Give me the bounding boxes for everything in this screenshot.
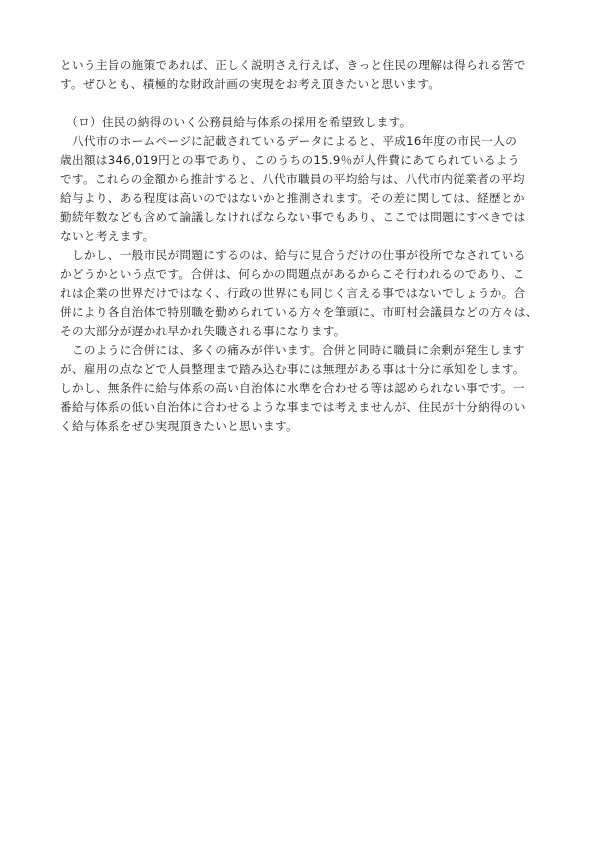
body-text [60, 56, 546, 436]
text-line: ないと考えます。 [60, 229, 155, 243]
text-line: しかし、一般市民が問題にするのは、給与に見合うだけの仕事が役所でなされている [60, 248, 526, 262]
text-line: れは企業の世界だけではなく、行政の世界にも同じく言える事ではないでしょうか。合 [60, 286, 526, 300]
text-line: しかし、無条件に給与体系の高い自治体に水準を合わせる等は認められない事です。一 [60, 381, 525, 395]
text-line: 給与より、ある程度は高いのではないかと推測されます。その差に関しては、経歴とか [60, 191, 525, 205]
text-line: という主旨の施策であれば、正しく説明さえ行えば、きっと住民の理解は得られる筈で [60, 58, 526, 72]
text-line: く給与体系をぜひ実現頂きたいと思います。 [60, 419, 298, 433]
text-line: このように合併には、多くの痛みが伴います。合併と同時に職員に余剰が発生します [60, 343, 525, 357]
text-line: 勤続年数なども含めて論議しなければならない事でもあり、ここでは問題にすべきでは [60, 210, 526, 224]
text-line: 八代市のホームページに記載されているデータによると、平成16年度の市民一人の [60, 134, 518, 148]
text-line: その大部分が遅かれ早かれ失職される事になります。 [60, 324, 346, 338]
text-line: 番給与体系の低い自治体に合わせるような事までは考えませんが、住民が十分納得のい [60, 400, 526, 414]
text-line: です。これらの金額から推計すると、八代市職員の平均給与は、八代市内従業者の平均 [60, 172, 525, 186]
text-line: 歳出額は346,019円との事であり、このうちの15.9％が人件費にあてられているよう [60, 153, 520, 167]
text-line: す。ぜひとも、積極的な財政計画の実現をお考え頂きたいと思います。 [60, 77, 441, 91]
text-line: 併により各自治体で特別職を勤められている方々を筆頭に、市町村会議員などの方々は、 [60, 305, 538, 319]
blank-line [60, 94, 546, 113]
section-heading: （ロ）住民の納得のいく公務員給与体系の採用を希望致します。 [60, 115, 412, 129]
text-line: かどうかという点です。合併は、何らかの問題点があるからこそ行われるのであり、こ [60, 267, 525, 281]
text-line: が、雇用の点などで人員整理まで踏み込む事には無理がある事は十分に承知をします。 [60, 362, 525, 376]
